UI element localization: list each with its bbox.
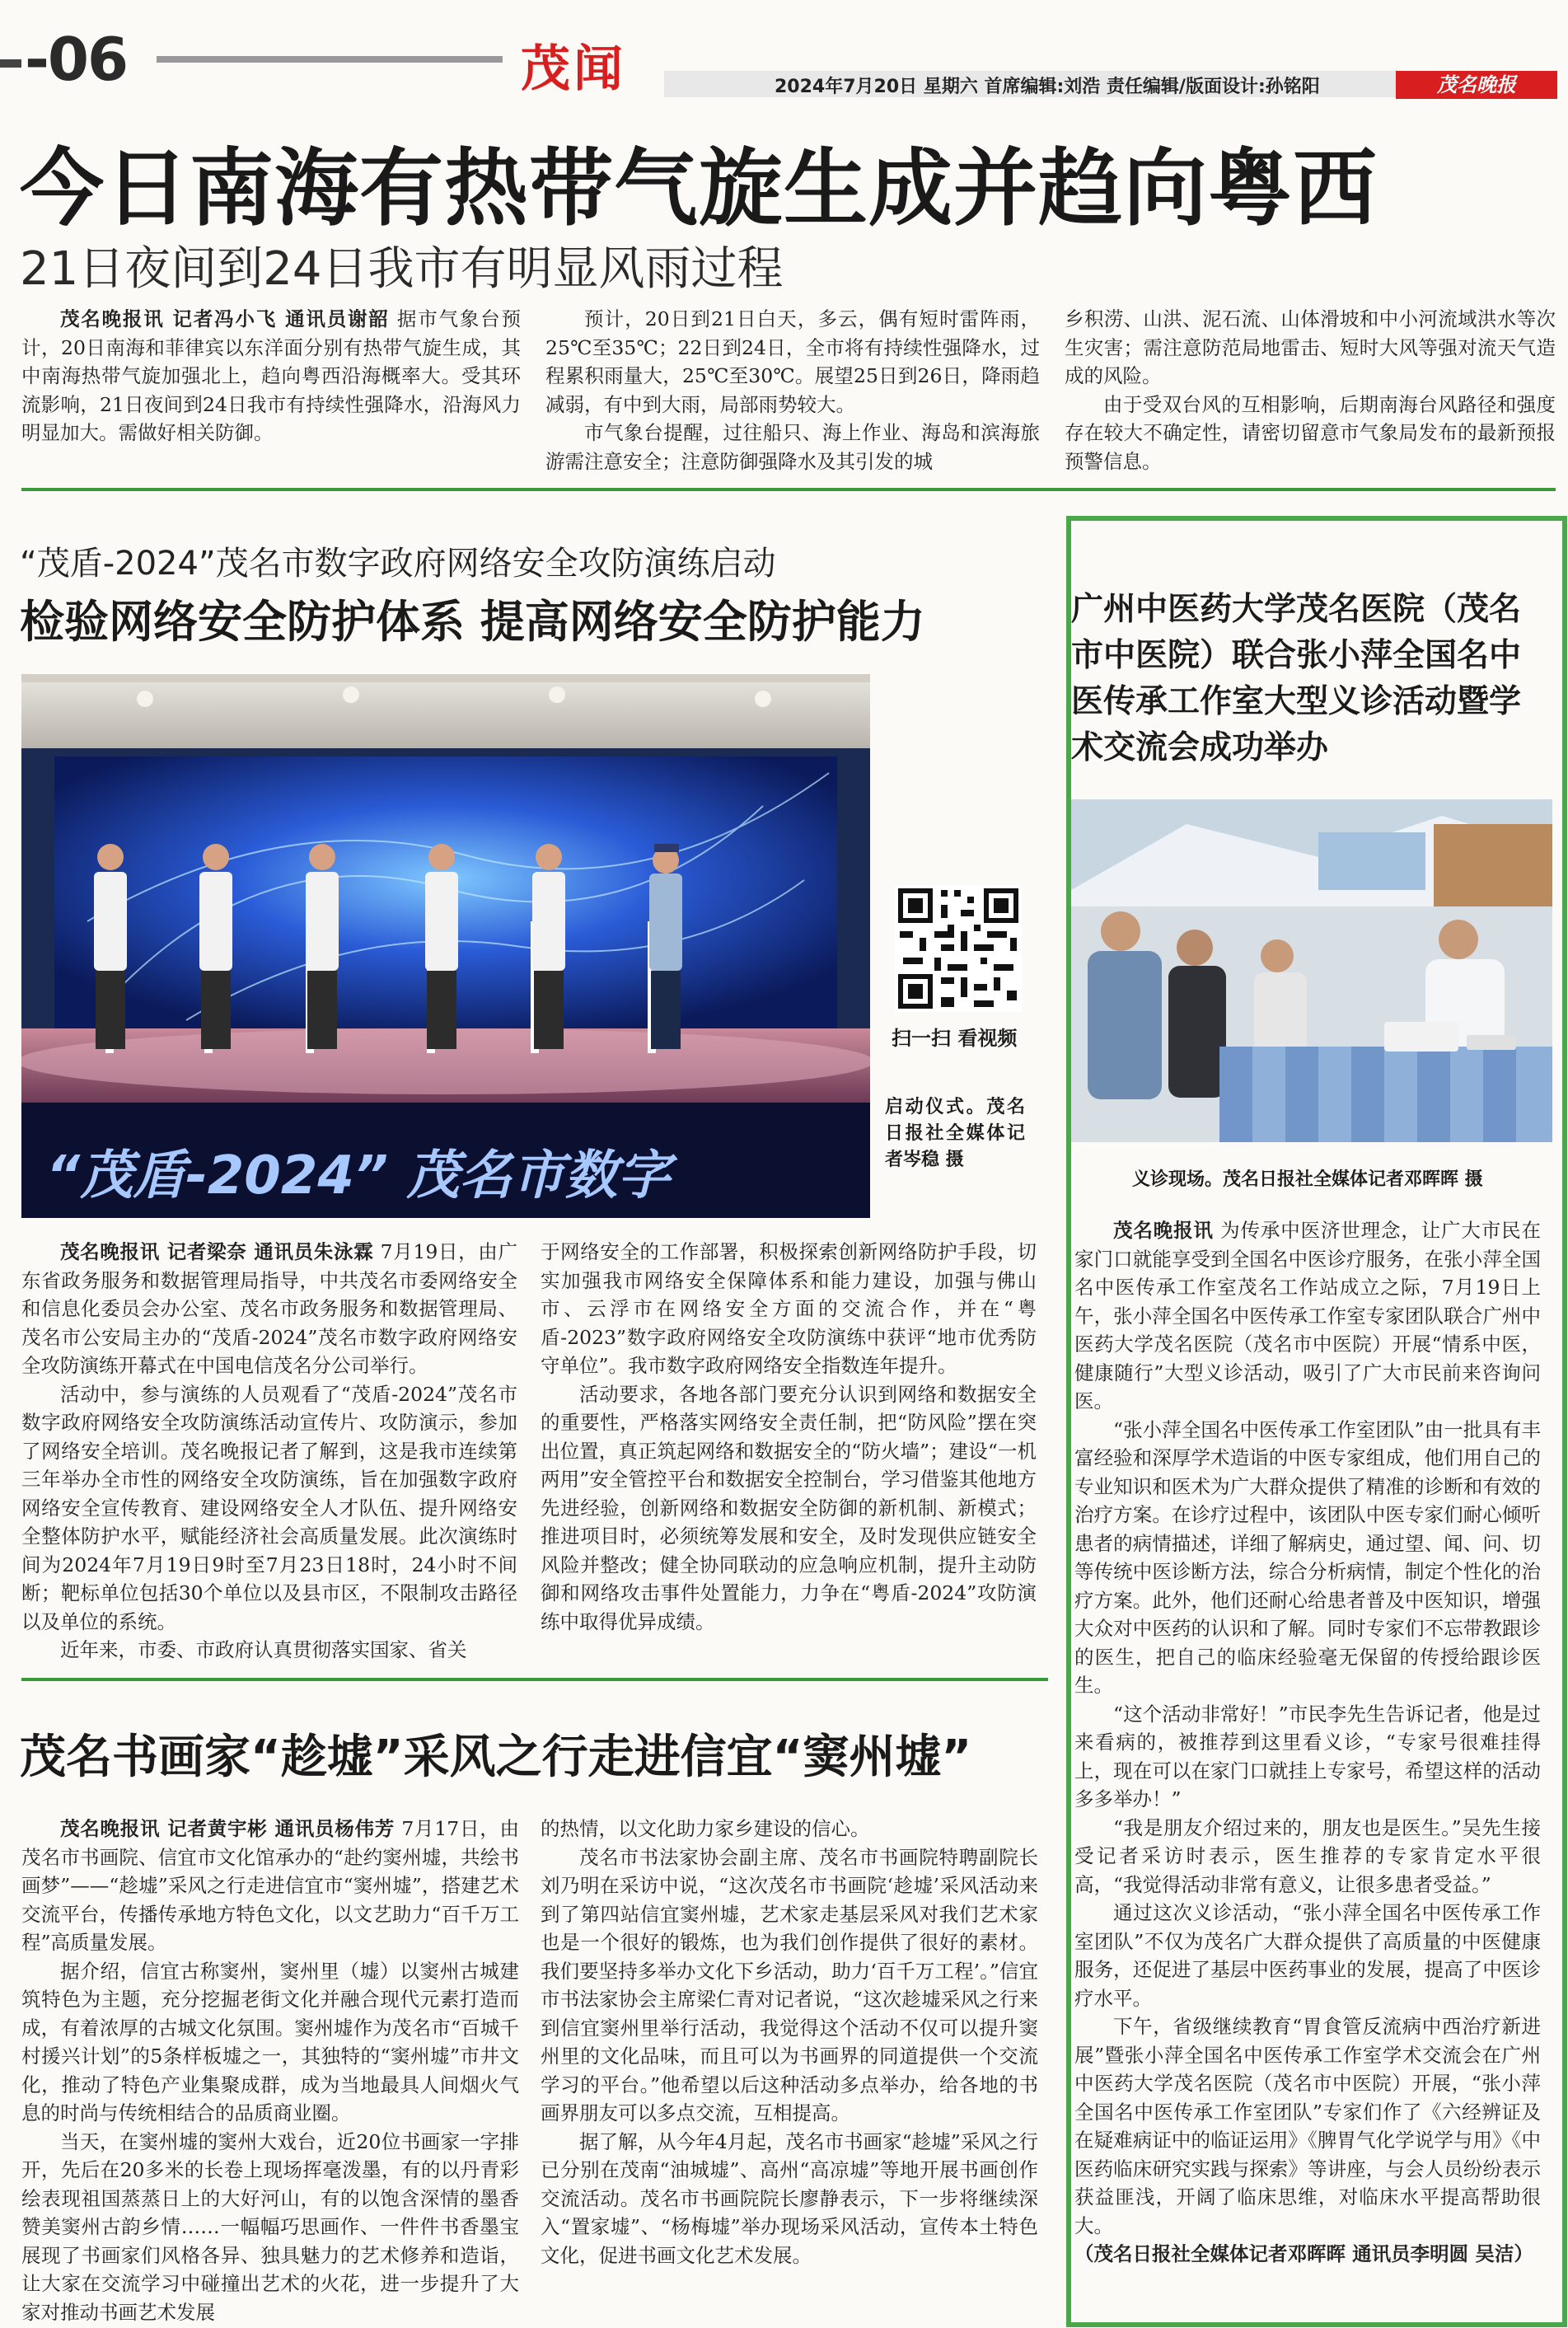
section-name: 茂闻: [521, 40, 626, 98]
sidebar-p3: “这个活动非常好！”市民李先生告诉记者，他是过来看病的，被推荐到这里看义诊，“专家号很难挂得上，现在可以在家门口就挂上专家号，希望这样的活动多多举办！”: [1074, 1702, 1541, 1810]
lead-col-1: [21, 305, 521, 447]
free-clinic-illustration: [1071, 799, 1552, 1142]
section-divider: [21, 488, 1556, 491]
story3-col-1: [21, 1815, 519, 2326]
sidebar-p6: 下午，省级继续教育“胃食管反流病中西治疗新进展”暨张小萍全国名中医传承工作室学术交流会在广州中医药大学茂名医院（茂名市中医院）开展，“张小萍全国名中医传承工作室团队”专家们作了《六经辨证及在疑难病证中的临证运用》《脾胃气化学说学与用》《中医药临床研究实践与探索》等讲座，与会人员纷纷表示获益匪浅，开阔了临床思维，对临床水平提高帮助很大。: [1074, 2015, 1541, 2237]
story2-col2-p2: 活动要求，各地各部门要充分认识到网络和数据安全的重要性，严格落实网络安全责任制，把“防风险”摆在突出位置，真正筑起网络和数据安全的“防火墙”；建设“一机两用”安全管控平台和数据安全控制台，学习借鉴其他地方先进经验，创新网络和数据安全防御的新机制、新模式；推进项目时，必须统筹发展和安全，及时发现供应链安全风险并整改；健全协同联动的应急响应机制，提升主动防御和网络攻击事件处置能力，力争在“粤盾-2024”攻防演练中取得优异成绩。: [541, 1382, 1037, 1633]
story3-col-2: [541, 1815, 1038, 2269]
stage-banner-text: “茂盾-2024” 茂名市数字: [46, 1145, 671, 1206]
sidebar-p4: “我是朋友介绍过来的，朋友也是医生。”吴先生接受记者采访时表示，医生推荐的专家肯定水平很高，“我觉得活动非常有意义，让很多患者受益。”: [1074, 1815, 1541, 1896]
story2-col1-p2: 活动中，参与演练的人员观看了“茂盾-2024”茂名市数字政府网络安全攻防演练活动宣传片、攻防演示，参加了网络安全培训。茂名晚报记者了解到，这是我市连续第三年举办全市性的网络安全攻防演练，旨在加强数字政府网络安全宣传教育、建设网络安全人才队伍、提升网络安全整体防护水平，赋能经济社会高质量发展。此次演练时间为2024年7月19日9时至7月23日18时，24小时不间断；靶标单位包括30个单位以及县市区，不限制攻击路径以及单位的系统。: [21, 1382, 517, 1633]
story2-byline: 茂名晚报讯 记者梁奈 通讯员朱泳霖: [60, 1240, 374, 1263]
qr-code[interactable]: [895, 885, 1022, 1012]
dateline: 2024年7月20日 星期六 首席编辑:刘浩 责任编辑/版面设计:孙铭阳: [775, 77, 1320, 97]
story3-col1-p3: 当天，在窦州墟的窦州大戏台，近20位书画家一字排开，先后在20多米的长卷上现场挥毫泼墨，有的以丹青彩绘表现祖国蒸蒸日上的大好河山，有的以饱含深情的墨香赞美窦州古韵乡情……一幅幅巧思画作、一件件书香墨宝展现了书画家们风格各异、独具魅力的艺术修养和造诣，让大家在交流学习中碰撞出艺术的火花，进一步提升了大家对推动书画艺术发展: [21, 2129, 519, 2324]
sidebar-byline: 茂名晚报讯: [1113, 1219, 1214, 1242]
story2-headline: 检验网络安全防护体系 提高网络安全防护能力: [20, 596, 925, 648]
lead-byline: 茂名晚报讯 记者冯小飞 通讯员谢韶: [60, 307, 390, 330]
lead-col1-text: 据市气象台预计，20日南海和菲律宾以东洋面分别有热带气旋生成，其中南海热带气旋加强北上，趋向粤西沿海概率大。受其环流影响，21日夜间到24日我市有持续性强降水，沿海风力明显加大。需做好相关防御。: [21, 307, 521, 444]
sidebar-body: [1074, 1216, 1541, 2269]
story2-col-1: [21, 1238, 517, 1665]
story2-col-2: [541, 1238, 1037, 1636]
story3-col2-p2: 据了解，从今年4月起，茂名市书画家“趁墟”采风之行已分别在茂南“油城墟”、高州“高凉墟”等地开展书画创作交流活动。茂名市书画院院长廖静表示，下一步将继续深入“置家墟”、“杨梅墟”举办现场采风活动，宣传本土特色文化，促进书画文化艺术发展。: [541, 2129, 1038, 2267]
qr-code-icon: [895, 885, 1022, 1012]
page-number: -06: [25, 25, 128, 94]
ceremony-photo-caption: 启动仪式。茂名日报社全媒体记者岑稳 摄: [885, 1097, 1025, 1170]
clinic-photo-caption: 义诊现场。茂名日报社全媒体记者邓晖晖 摄: [1132, 1169, 1483, 1190]
story3-byline: 茂名晚报讯 记者黄宇彬 通讯员杨伟芳: [60, 1817, 396, 1840]
story2-col2-p1: 于网络安全的工作部署，积极探索创新网络防护手段，切实加强我市网络安全保障体系和能力建设，加强与佛山市、云浮市在网络安全方面的交流合作，并在“粤盾-2023”数字政府网络安全攻防演练中获评“地市优秀防守单位”。我市数字政府网络安全指数连年提升。: [541, 1240, 1037, 1377]
story3-col2-p0: 的热情，以文化助力家乡建设的信心。: [541, 1817, 870, 1840]
sidebar-p1: 为传承中医济世理念，让广大市民在家门口就能享受到全国名中医诊疗服务，在张小萍全国名中医传承工作室茂名工作站成立之际，7月19日上午，张小萍全国名中医传承工作室专家团队联合广州中医药大学茂名医院（茂名市中医院）开展“情系中医，健康随行”大型义诊活动，吸引了广大市民前来咨询问医。: [1074, 1219, 1541, 1412]
story2-pretitle: “茂盾-2024”茂名市数字政府网络安全攻防演练启动: [20, 545, 776, 583]
sidebar-credit: （茂名日报社全媒体记者邓晖晖 通讯员李明圆 吴洁）: [1074, 2242, 1533, 2265]
qr-caption: 扫一扫 看视频: [892, 1027, 1018, 1050]
lead-col2-p2: 市气象台提醒，过往船只、海上作业、海岛和滨海旅游需注意安全；注意防御强降水及其引发的城: [545, 421, 1040, 473]
story3-col2-p1: 茂名市书法家协会副主席、茂名市书画院特聘副院长刘乃明在采访中说，“这次茂名市书画院‘趁墟’采风活动来到了第四站信宜窦州墟，艺术家走基层采风对我们艺术家也是一个很好的锻炼，也为我们创作提供了很好的素材。我们要坚持多举办文化下乡活动，助力‘百千万工程’。”信宜市书法家协会主席梁仁青对记者说，“这次趁墟采风之行来到信宜窦州里举行活动，我觉得这个活动不仅可以提升窦州里的文化品味，而且可以为书画界的同道提供一个交流学习的平台。”他希望以后这种活动多点举办，给各地的书画界朋友可以多点交流，互相提高。: [541, 1845, 1038, 2124]
story3-col1-p2: 据介绍，信宜古称窦州，窦州里（墟）以窦州古城建筑特色为主题，充分挖掘老街文化并融合现代元素打造而成，有着浓厚的古城文化氛围。窦州墟作为茂名市“百城千村援兴计划”的5条样板墟之一，其独特的“窦州墟”市井文化，推动了特色产业集聚成群，成为当地最具人间烟火气息的时尚与传统相结合的品质商业圈。: [21, 1959, 519, 2124]
lead-col3-p2: 由于受双台风的互相影响，后期南海台风路径和强度存在较大不确定性，请密切留意市气象局发布的最新预报预警信息。: [1065, 392, 1556, 473]
lead-col-3: [1065, 305, 1556, 475]
story3-headline: 茂名书画家“趁墟”采风之行走进信宜“窦州墟”: [20, 1731, 972, 1784]
sidebar-headline: 广州中医药大学茂名医院（茂名市中医院）联合张小萍全国名中医传承工作室大型义诊活动暨学术交流会成功举办: [1071, 591, 1522, 766]
sidebar-p2: “张小萍全国名中医传承工作室团队”由一批具有丰富经验和深厚学术造诣的中医专家组成，他们用自己的专业知识和医术为广大群众提供了精准的诊断和有效的治疗方案。在诊疗过程中，该团队中医专家们耐心倾听患者的病情描述，详细了解病史，通过望、闻、问、切等传统中医诊断方法，综合分析病情，制定个性化的治疗方案。此外，他们还耐心给患者普及中医知识，增强大众对中医药的认识和了解。同时专家们不忘带教跟诊的医生，把自己的临床经验毫无保留的传授给跟诊医生。: [1074, 1417, 1541, 1697]
lead-col3-p1: 乡积涝、山洪、泥石流、山体滑坡和中小河流域洪水等次生灾害；需注意防范局地雷击、短时大风等强对流天气造成的风险。: [1065, 307, 1556, 387]
lead-col2-p1: 预计，20日到21日白天，多云，偶有短时雷阵雨，25℃至35℃；22日到24日，全市将有持续性强降水，过程累积雨量大，25℃至30℃。展望25日到26日，降雨趋减弱，有中到大雨，局部雨势较大。: [545, 307, 1040, 416]
lead-col-2: [545, 305, 1040, 475]
story3-col1-p1: 7月17日，由茂名市书画院、信宜市文化馆承办的“赴约窦州墟，共绘书画梦”——“趁墟”采风之行走进信宜市“窦州墟”，搭建艺术交流平台，传播传承地方特色文化，以文艺助力“百千万工程”高质量发展。: [21, 1817, 519, 1954]
header-rule: [157, 56, 503, 63]
masthead-logo: 茂名晚报: [1396, 71, 1557, 99]
sidebar-p5: 通过这次义诊活动，“张小萍全国名中医传承工作室团队”不仅为茂名广大群众提供了高质量的中医健康服务，还促进了基层中医药事业的发展，提高了中医诊疗水平。: [1074, 1901, 1541, 2010]
clinic-photo: [1071, 799, 1552, 1142]
launch-ceremony-photo: [21, 674, 870, 1218]
launch-ceremony-illustration: [21, 674, 870, 1218]
section-divider-2: [21, 1678, 1048, 1681]
story2-col1-p3: 近年来，市委、市政府认真贯彻落实国家、省关: [60, 1638, 467, 1661]
story2-col1-p1: 7月19日，由广东省政务服务和数据管理局指导，中共茂名市委网络安全和信息化委员会办公室、茂名市政务服务和数据管理局、茂名市公安局主办的“茂盾-2024”茂名市数字政府网络安全攻防演练开幕式在中国电信茂名分公司举行。: [21, 1240, 517, 1377]
lead-headline: 今日南海有热带气旋生成并趋向粤西: [20, 140, 1378, 238]
lead-subhead: 21日夜间到24日我市有明显风雨过程: [20, 242, 784, 296]
